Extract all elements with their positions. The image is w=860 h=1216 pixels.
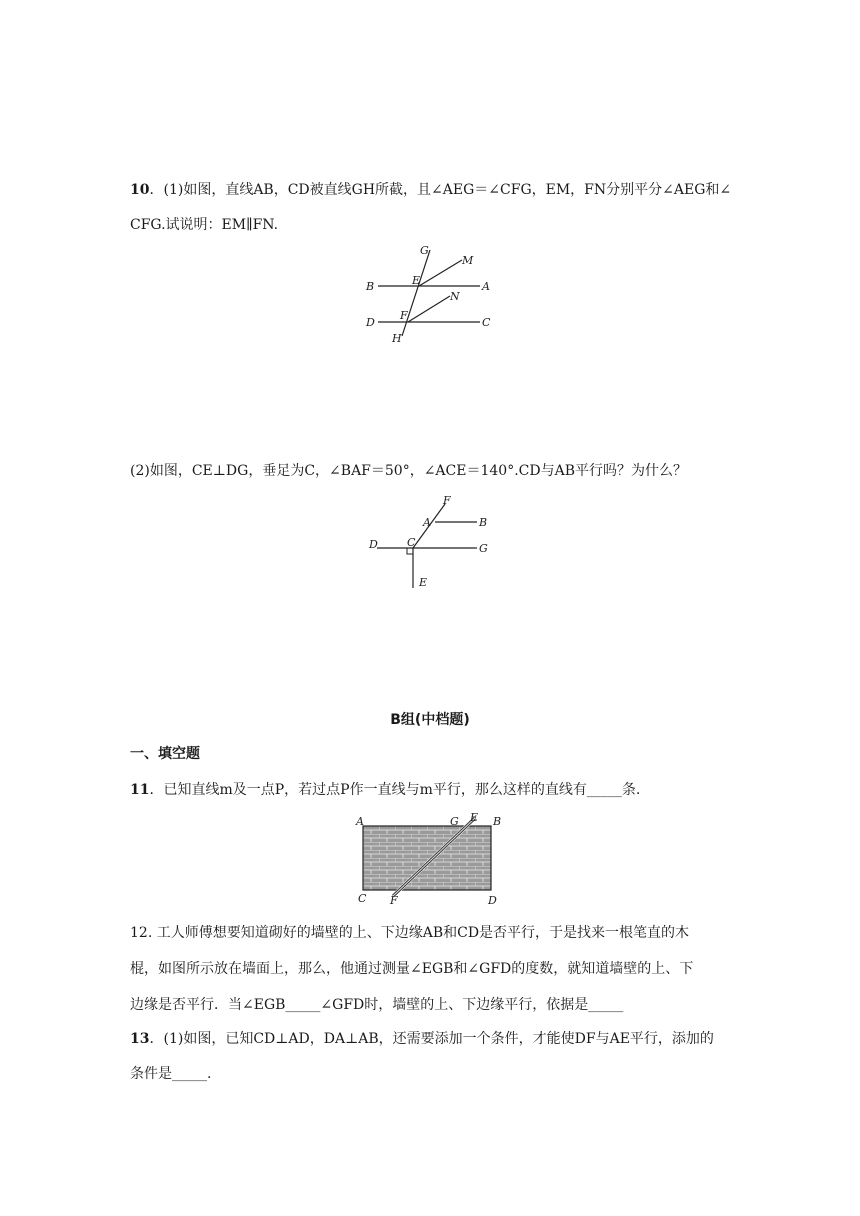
fig1-label-m: M [462, 254, 474, 267]
fig2-label-c: C [407, 536, 416, 549]
fig2-label-e: E [419, 576, 428, 589]
q13-line2: 条件是_____. [130, 1066, 212, 1082]
fig3-label-c: C [358, 892, 367, 905]
fig1-label-a: A [482, 280, 490, 293]
figure-parallel-lines-transversal [362, 240, 502, 348]
fig1-label-d: D [366, 316, 375, 329]
fig1-label-n: N [450, 290, 460, 303]
q13-line1 [130, 1029, 714, 1049]
figure-perpendicular-lines [365, 492, 505, 592]
fig1-label-c: C [482, 316, 491, 329]
q13-number: 13 [130, 1031, 150, 1047]
q10-part1-line1 [130, 180, 731, 200]
fig1-label-f: F [400, 309, 408, 322]
q12-line1: 12. 工人师傅想要知道砌好的墙壁的上、下边缘AB和CD是否平行，于是找来一根笔直的木 [130, 925, 690, 941]
fig1-label-g: G [420, 244, 429, 257]
q10-part1-line2: CFG.试说明：EM∥FN. [130, 217, 279, 233]
q11-number: 11 [130, 782, 150, 798]
section-b-subtitle: 一、填空题 [130, 746, 200, 762]
q12-line3: 边缘是否平行．当∠EGB_____∠GFD时，墙壁的上、下边缘平行，依据是_____ [130, 997, 624, 1013]
fig2-label-b: B [479, 516, 488, 529]
figure-brick-wall [352, 812, 516, 906]
fig3-label-g: G [450, 815, 459, 828]
fig3-label-b: B [493, 815, 502, 828]
fig2-label-f: F [443, 494, 451, 507]
fig3-label-e: E [470, 812, 479, 824]
fig3-label-f: F [390, 894, 398, 906]
fig1-label-b: B [366, 280, 375, 293]
fig1-label-e: E [412, 274, 421, 287]
fig2-label-d: D [369, 538, 378, 551]
fig2-label-a: A [423, 516, 431, 529]
fig1-label-h: H [392, 332, 402, 345]
q10-part1-text: ．(1)如图，直线AB，CD被直线GH所截，且∠AEG＝∠CFG，EM，FN分别平分∠AEG和∠ [149, 182, 732, 198]
fig3-label-a: A [356, 815, 364, 828]
q11-line [130, 780, 640, 800]
q10-part2: (2)如图，CE⊥DG，垂足为C，∠BAF＝50°，∠ACE＝140°.CD与AB平行吗？为什么？ [130, 463, 687, 479]
q10-number: 10 [130, 182, 150, 198]
section-b-title: B组(中档题) [390, 712, 470, 728]
q12-line2: 棍，如图所示放在墙面上，那么，他通过测量∠EGB和∠GFD的度数，就知道墙壁的上、下 [130, 961, 694, 977]
fig2-label-g: G [479, 542, 488, 555]
fig3-label-d: D [488, 894, 497, 906]
q11-text: ．已知直线m及一点P，若过点P作一直线与m平行，那么这样的直线有_____条. [149, 782, 641, 798]
q13-text: ．(1)如图，已知CD⊥AD，DA⊥AB，还需要添加一个条件，才能使DF与AE平行，添加的 [149, 1031, 714, 1047]
